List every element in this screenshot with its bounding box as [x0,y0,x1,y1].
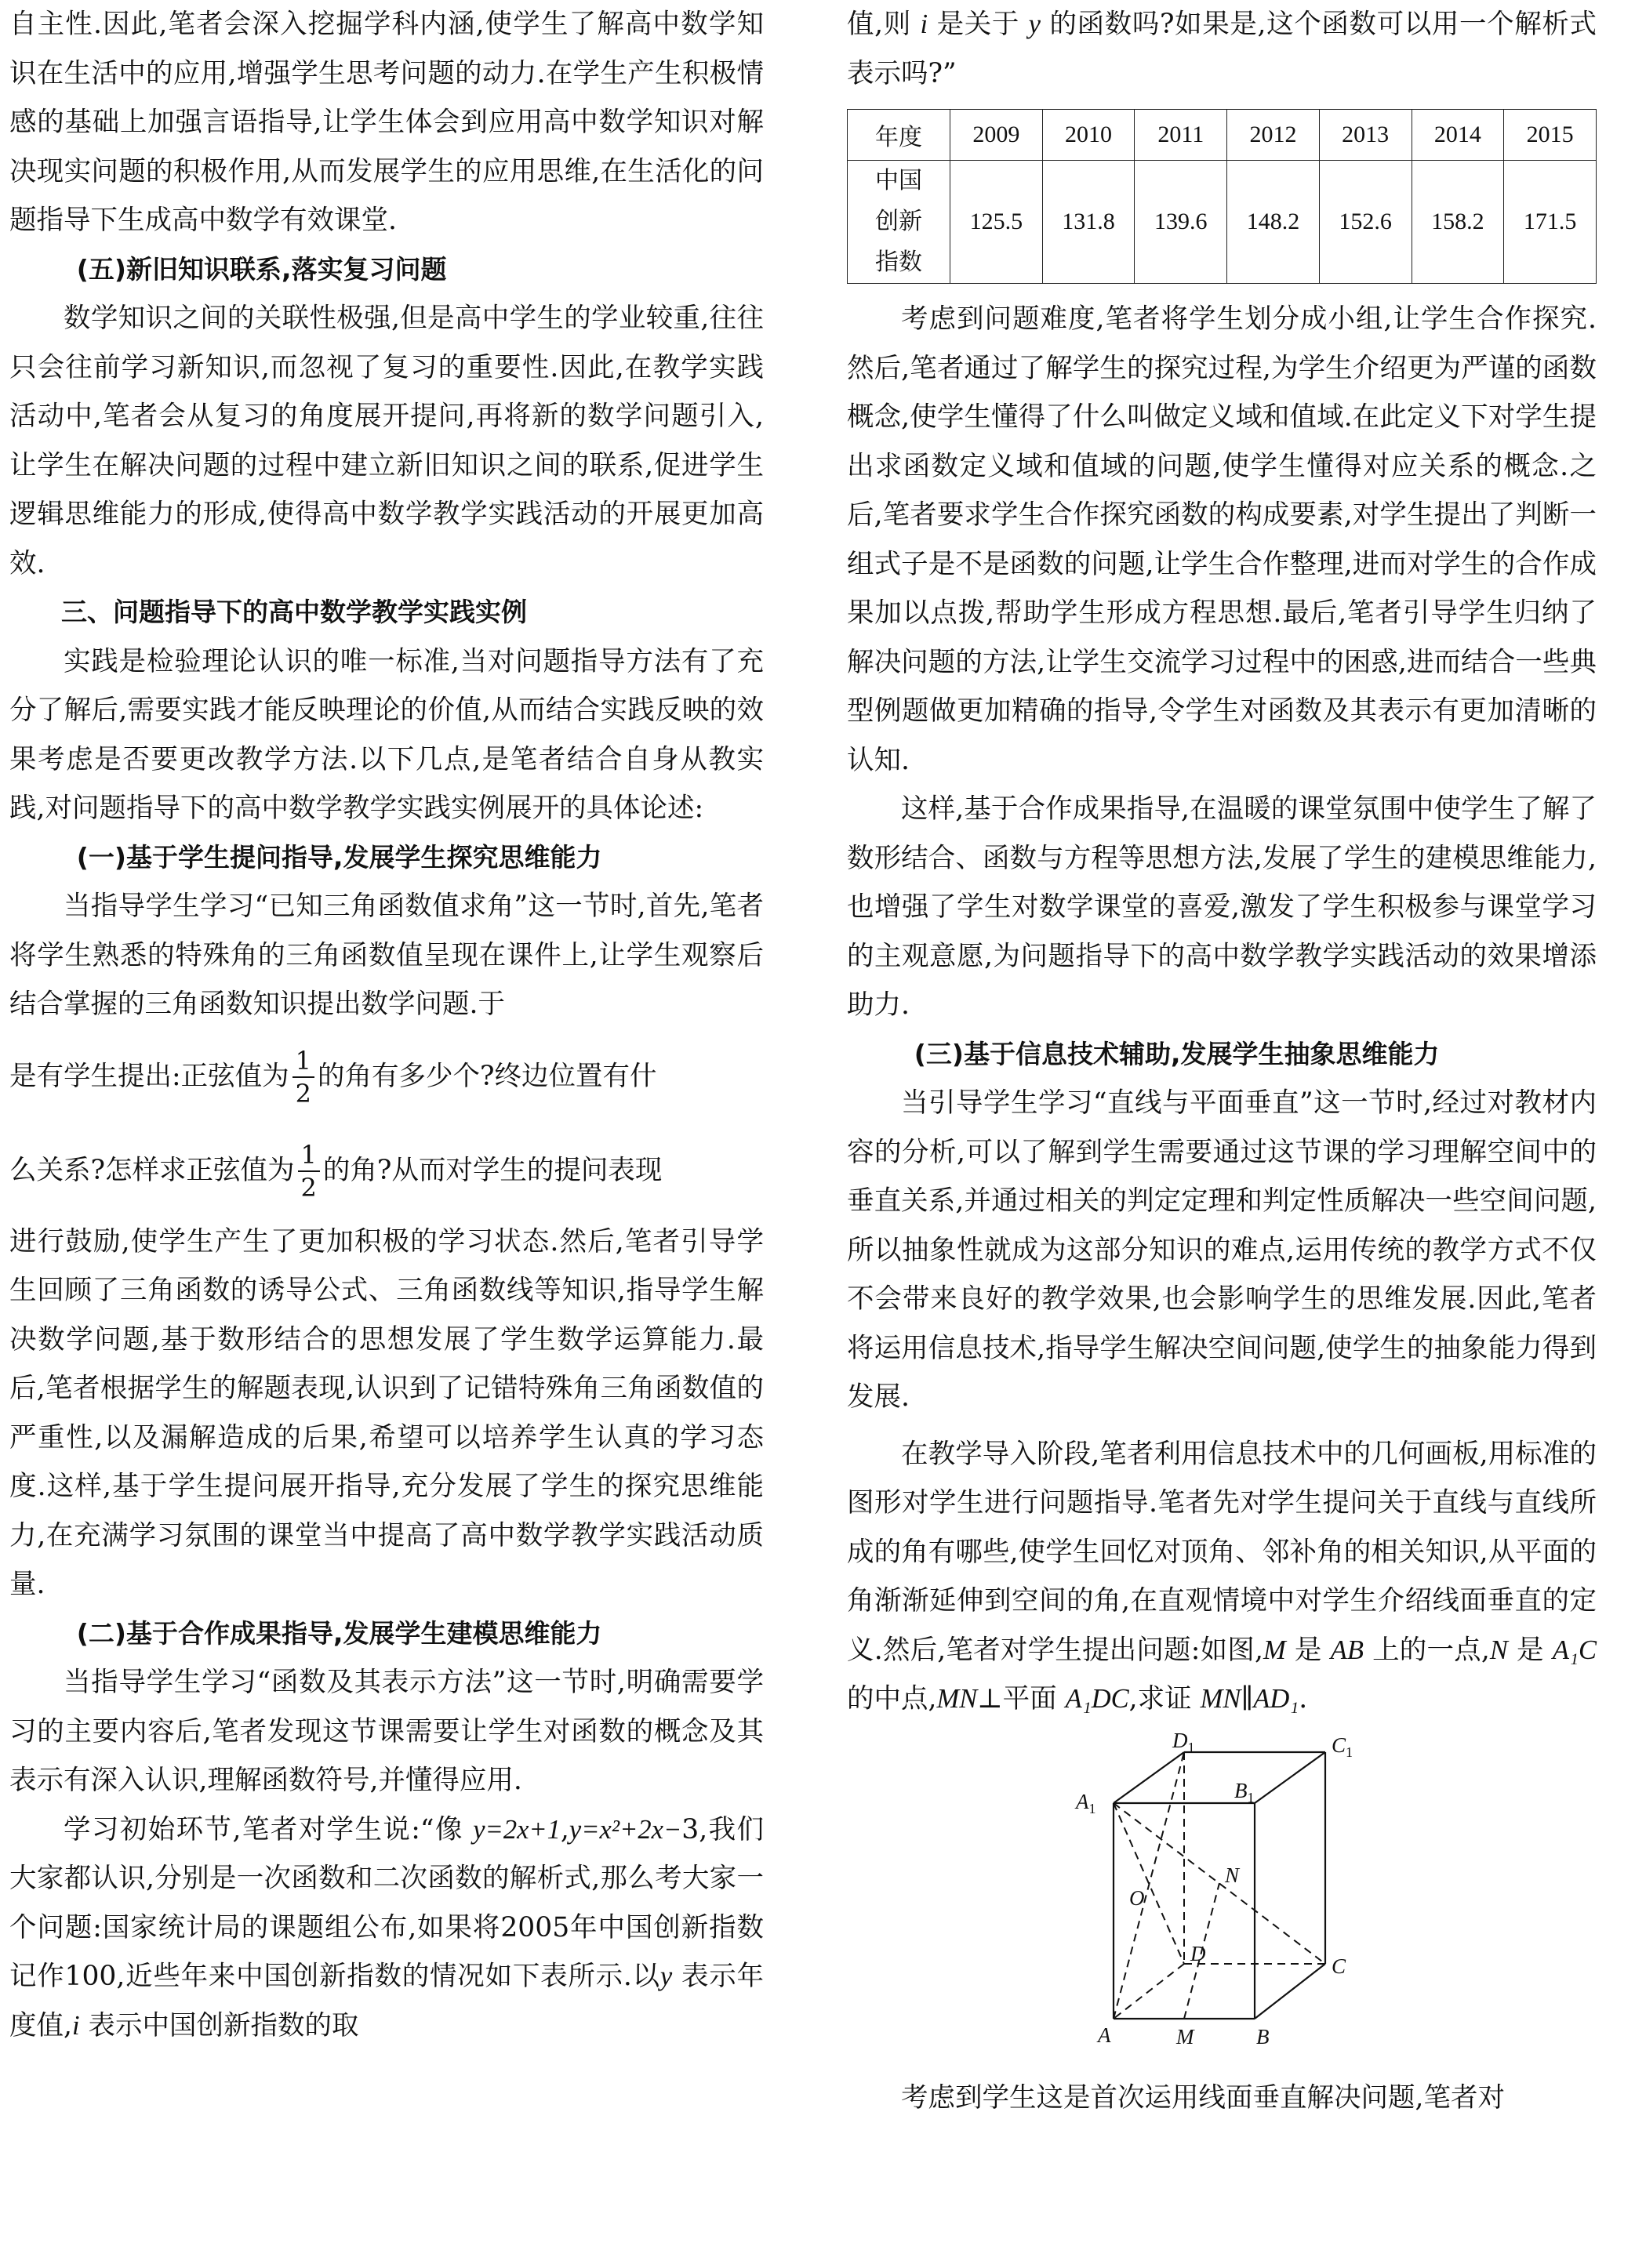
text-run: 在教学导入阶段,笔者利用信息技术中的几何画板,用标准的图形对学生进行问题指导.笔者先对学生提问关于直线与直线所成的角有哪些,使学生回忆对顶角、邻补角的相关知识,从平面的角渐渐延伸到空间的角,在直观情境中对学生介绍线面垂直的定义.然后,笔者对学生提出问题:如图, [847,1438,1597,1666]
equation: y=2x+1 [473,1814,561,1845]
variable: i [71,2010,80,2041]
text-run: 是有学生提出:正弦值为 [9,1060,289,1092]
text-run: 是 [1507,1634,1553,1666]
left-column [9,0,764,2050]
paragraph: 考虑到问题难度,笔者将学生划分成小组,让学生合作探究.然后,笔者通过了解学生的探究过程,为学生介绍更为严谨的函数概念,使学生懂得了什么叫做定义域和值域.在此定义下对学生提出求函数定义域和值域的问题,使学生懂得对应关系的概念.之后,笔者要求学生合作探究函数的构成要素,对学生提出了判断一组式子是不是函数的问题,让学生合作整理,进而对学生的合作成果加以点拨,帮助学生形成方程思想.最后,笔者引导学生归纳了解决问题的方法,让学生交流学习过程中的困惑,进而结合一些典型例题做更加精确的指导,令学生对函数及其表示有更加清晰的认知. [847,303,1597,776]
section-heading: (一)基于学生提问指导,发展学生探究思维能力 [76,841,602,873]
paragraph [9,1805,764,2051]
label-C1: $C_1$ [1332,1733,1353,1760]
section-heading: (三)基于信息技术辅助,发展学生抽象思维能力 [914,1038,1440,1069]
text-run: , [560,1813,569,1845]
variable: i [920,9,928,39]
table-header-row [848,110,1597,161]
point-label: N [1489,1635,1508,1665]
table-header-cell: 2014 [1412,110,1504,161]
text-run: ,求证 [1128,1683,1201,1715]
table-cell: 131.8 [1042,161,1135,284]
table-cell: 125.5 [950,161,1043,284]
point-label: M [1263,1635,1286,1665]
fraction-numerator: 1 [292,1045,314,1078]
segment-label: AB [1330,1635,1364,1665]
text-run: 表示年度值, [9,1961,764,2041]
equation: y=x²+2x− [569,1814,682,1845]
text-run: 值,则 [847,9,921,40]
paragraph: 自主性.因此,笔者会深入挖掘学科内涵,使学生了解高中数学知识在生活中的应用,增强学生思考问题的动力.在学生产生积极情感的基础上加强言语指导,让学生体会到应用高中数学知识对解决现实问题的积极作用,从而发展学生的应用思维,在生活化的问题指导下生成高中数学有效课堂. [9,9,764,236]
table-header-cell: 2013 [1319,110,1412,161]
text-run: 的角?从而对学生的提问表现 [322,1154,663,1186]
cube-diagram [847,1729,1597,2074]
paragraph: 数学知识之间的关联性极强,但是高中学生的学业较重,往往只会往前学习新知识,而忽视了复习的重要性.因此,在教学实践活动中,笔者会从复习的角度展开提问,再将新的数学问题引入,让学生在解决问题的过程中建立新旧知识之间的联系,促进学生逻辑思维能力的形成,使得高中数学教学实践活动的开展更加高效. [9,303,764,579]
label-D: D [1190,1941,1206,1965]
label-M: M [1176,2024,1194,2048]
text-run: 3,我们大家都认识,分别是一次函数和二次函数的解析式,那么考大家一个问题:国家统计局的课题组公布,如果将2005年中国创新指数记作100,近些年来中国创新指数的情况如下表所示.以 [9,1813,764,1992]
label-B: B [1256,2024,1270,2048]
fraction-numerator: 1 [298,1139,320,1172]
text-run: 的角有多少个?终边位置有什 [317,1060,657,1092]
table-row-label: 中国创新指数 [848,161,950,284]
section-heading: (五)新旧知识联系,落实复习问题 [76,253,447,285]
line-AD1 [1114,1752,1184,2019]
label-O: O [1129,1885,1145,1910]
fraction-denominator: 2 [295,1079,311,1109]
paragraph [847,1430,1597,1724]
table-cell: 139.6 [1135,161,1227,284]
label-N: N [1225,1863,1240,1887]
paragraph: 当引导学生学习“直线与平面垂直”这一节时,经过对教材内容的分析,可以了解到学生需要通过这节课的学习理解空间中的垂直关系,并通过相关的判定定理和判定性质解决一些空间问题,所以抽象性就成为这部分知识的难点,运用传统的教学方式不仅不会带来良好的教学效果,也会影响学生的思维发展.因此,笔者将运用信息技术,指导学生解决空间问题,使学生的抽象能力得到发展. [847,1087,1597,1413]
fraction [298,1139,320,1203]
table-row [848,161,1597,284]
paragraph-with-fraction [9,1123,764,1217]
table-header-cell: 2011 [1135,110,1227,161]
label-A1: $A_1$ [1076,1789,1096,1816]
chapter-heading: 三、问题指导下的高中数学教学实践实例 [61,597,527,627]
text-run: 表示中国创新指数的取 [79,2009,359,2041]
table-cell: 152.6 [1319,161,1412,284]
label-A: A [1098,2023,1111,2047]
cube-figure [847,1729,1597,2074]
paragraph: 考虑到学生这是首次运用线面垂直解决问题,笔者对 [901,2081,1505,2114]
fraction-denominator: 2 [300,1173,317,1203]
text-run: 的中点, [847,1683,937,1715]
paragraph [847,0,1597,98]
table-header-cell: 2012 [1227,110,1320,161]
text-run: 平面 [1002,1683,1066,1715]
label-B1: $B_1$ [1234,1778,1255,1805]
edge-B1C1 [1255,1752,1325,1803]
edge-BC [1255,1964,1325,2019]
text-run: . [1299,1683,1308,1715]
edge-A1D1 [1114,1752,1184,1803]
label-C: C [1332,1954,1346,1978]
label-D1: $D_1$ [1172,1728,1195,1755]
paragraph-with-fraction [9,1029,764,1123]
paragraph: 进行鼓励,使学生产生了更加积极的学习状态.然后,笔者引导学生回顾了三角函数的诱导公式、三角函数线等知识,指导学生解决数学问题,基于数形结合的思想发展了学生数学运算能力.最后,笔者根据学生的解题表现,认识到了记错特殊角三角函数值的严重性,以及漏解造成的后果,希望可以培养学生认真的学习态度.这样,基于学生提问展开指导,充分发展了学生的探究思维能力,在充满学习氛围的课堂当中提高了高中数学教学实践活动质量. [9,1225,764,1600]
table-header-cell: 2010 [1042,110,1135,161]
edge-DA [1114,1964,1184,2019]
table-cell: 171.5 [1504,161,1597,284]
variable: y [1028,9,1041,39]
segment-label: A₁C [1552,1635,1597,1665]
paragraph: 当指导学生学习“函数及其表示方法”这一节时,明确需要学习的主要内容后,笔者发现这节课需要让学生对函数的概念及其表示有深入认识,理解函数符号,并懂得应用. [9,1667,764,1796]
table-header-cell: 2015 [1504,110,1597,161]
plane-label: A₁DC [1065,1684,1129,1714]
parallel-expression: MN∥AD₁ [1200,1684,1299,1714]
paragraph: 当指导学生学习“已知三角函数值求角”这一节时,首先,笔者将学生熟悉的特殊角的三角函数值呈现在课件上,让学生观察后结合掌握的三角函数知识提出数学问题.于 [9,891,764,1020]
section-heading: (二)基于合作成果指导,发展学生建模思维能力 [76,1617,602,1649]
innovation-index-table [847,109,1597,284]
table-cell: 158.2 [1412,161,1504,284]
perpendicular-expression: MN⊥ [936,1684,1003,1714]
table-cell: 148.2 [1227,161,1320,284]
paragraph: 实践是检验理论认识的唯一标准,当对问题指导方法有了充分了解后,需要实践才能反映理论的价值,从而结合实践反映的效果考虑是否要更改教学方法.以下几点,是笔者结合自身从教实践,对问题指导下的高中数学教学实践实例展开的具体论述: [9,645,764,824]
variable: y [659,1961,673,1991]
table-header-cell: 年度 [848,110,950,161]
text-run: 的函数吗?如果是,这个函数可以用一个解析式表示吗?” [847,9,1597,89]
text-run: 上的一点, [1363,1634,1490,1666]
fraction [292,1045,314,1109]
text-run: 学习初始环节,笔者对学生说:“像 [64,1813,474,1845]
paragraph: 这样,基于合作成果指导,在温暖的课堂氛围中使学生了解了数形结合、函数与方程等思想方法,发展了学生的建模思维能力,也增强了学生对数学课堂的喜爱,激发了学生积极参与课堂学习的主观意愿,为问题指导下的高中数学教学实践活动的效果增添助力. [847,793,1597,1021]
text-run: 是关于 [928,9,1029,40]
right-column [847,0,1597,2122]
table-header-cell: 2009 [950,110,1043,161]
text-run: 么关系?怎样求正弦值为 [9,1154,295,1186]
text-run: 是 [1285,1634,1331,1666]
